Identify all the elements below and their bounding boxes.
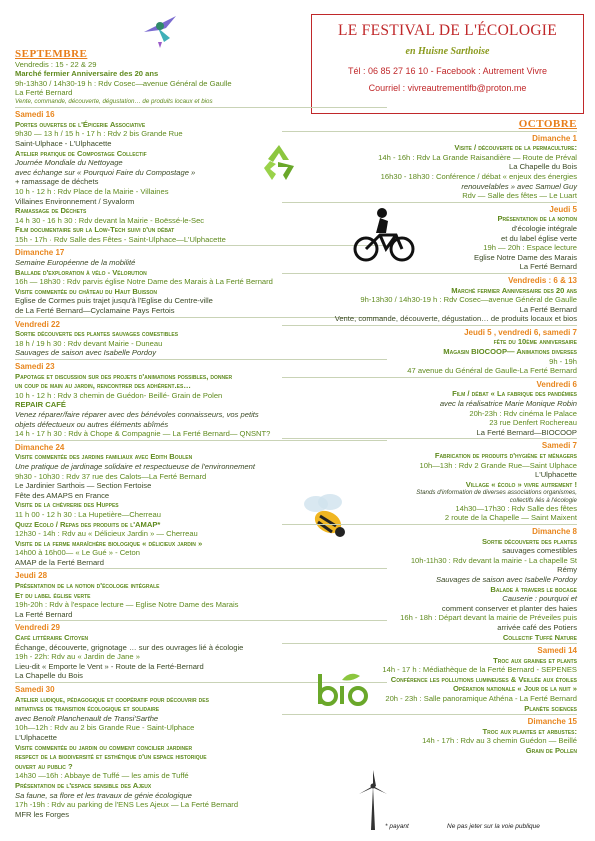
event-line: 10h—12h : Rdv au 2 bis Grande Rue - Saint-Ulphace <box>15 723 195 733</box>
event-line: 16h - 18h : Départ devant la mairie de Préveiles puis <box>400 613 577 623</box>
day-heading: Samedi 7 <box>541 441 577 451</box>
event-line: 14h - 16h : Rdv La Grande Raisandière — Route de Préval <box>378 152 577 162</box>
event-line: Ballade d'exploration à vélo - Vélorution <box>15 267 147 277</box>
event-line: Café littéraire Citoyen <box>15 633 89 643</box>
event-line: 14h30—17h30 : Rdv Salle des fêtes <box>455 503 577 513</box>
event-line: Film / débat « La fabrique des pandémies <box>452 389 577 399</box>
hummingbird-icon <box>140 12 180 48</box>
day-divider <box>15 107 387 108</box>
event-line: 20h - 23h : Salle panoramique Athéna - La Ferté Bernard <box>385 694 577 704</box>
event-line: Sa faune, sa flore et les travaux de génie écologique <box>15 790 192 800</box>
event-line: Troc aux graines et plants <box>493 655 577 665</box>
day-divider <box>282 273 577 274</box>
event-line: Échange, découverte, grignotage … sur des ouvrages lié à écologie <box>15 642 244 652</box>
event-line: 9h - 19h <box>549 356 577 366</box>
event-line: 47 avenue du Général de Gaulle-La Ferté Bernard <box>407 366 577 376</box>
day-divider <box>282 202 577 203</box>
event-line: MFR les Forges <box>15 809 70 819</box>
event-line: Opération nationale « Jour de la nuit » <box>453 684 577 694</box>
event-line: La Chapelle du Bois <box>15 671 83 681</box>
event-line: Présentation de l'espace sensible des Ajeux <box>15 780 152 790</box>
event-line: de La Ferté Bernard—Cyclamaine Pays Fertois <box>15 306 175 316</box>
day-heading: Dimanche 15 <box>527 717 577 727</box>
event-line: Portes ouvertes de l'Épicerie Associative <box>15 119 146 129</box>
event-line: 19h-20h : Rdv à l'espace lecture — Eglise Notre Dame des Marais <box>15 600 239 610</box>
email-line: Courriel : vivreautrementlfb@proton.me <box>368 83 527 93</box>
event-line: Journée Mondiale du Nettoyage <box>15 158 123 168</box>
event-line: 19h - 22h: Rdv au « Jardin de Jane » <box>15 652 140 662</box>
event-line: Atelier ludique, pédagogique et coopératif pour découvrir des <box>15 694 209 704</box>
event-line: Saint-Ulphace - L'Ulphacette <box>15 138 112 148</box>
event-line: Causerie : pourquoi et <box>502 594 577 604</box>
event-line: avec Benoît Planchenault de Transi'Sarthe <box>15 713 159 723</box>
event-line: collectifs liés à l'écologie <box>509 496 577 504</box>
event-line: Papotage et discussion sur des projets d'animations possibles, donner <box>15 371 233 381</box>
day-divider <box>282 643 577 644</box>
event-line: initiatives de transition écologique et solidaire <box>15 704 160 714</box>
day-divider <box>282 524 577 525</box>
day-heading: Samedi 14 <box>537 646 577 656</box>
event-line: Grain de Pollen <box>525 746 577 756</box>
intro-line: Vente, commande, découverte, dégustation… de produits locaux et bios <box>15 97 213 105</box>
event-line: La Ferté Bernard <box>15 609 73 619</box>
month-september: SEPTEMBRE <box>15 48 88 60</box>
event-line: Visite commentée des jardins familiaux avec Edith Boulen <box>15 452 193 462</box>
event-line: respect de la biodiversité et esthétique d'un espace historique <box>15 752 207 762</box>
event-line: Sortie découverte des plantes sauvages comestibles <box>15 329 179 339</box>
event-line: Vente, commande, découverte, dégustation… de produits locaux et bios <box>334 314 577 324</box>
event-line: 9h-13h30 / 14h30-19 h : Rdv Cosec—avenue Général de Gaulle <box>360 295 577 305</box>
day-heading: Vendredi 29 <box>15 623 60 633</box>
festival-title: LE FESTIVAL DE L'ÉCOLOGIE <box>337 22 558 39</box>
event-line: Visite / découverte de la permaculture: <box>454 143 577 153</box>
event-line: Visite de la ferme maraîchère biologique « délicieux jardin » <box>15 538 203 548</box>
day-heading: Samedi 30 <box>15 685 55 695</box>
event-line: 14h00 à 16h00— « Le Gué » - Ceton <box>15 548 140 558</box>
event-line: Atelier pratique de Compostage Collectif <box>15 148 147 158</box>
event-line: Visite commentée du château du Haut Buisson <box>15 286 158 296</box>
event-line: 10h-11h30 : Rdv devant la mairie - La chapelle St <box>410 555 577 565</box>
event-line: arrivée café des Potiers <box>497 622 577 632</box>
event-line: Villaines Environnement / Syvalorm <box>15 196 135 206</box>
day-heading: Samedi 23 <box>15 362 55 372</box>
event-line: Le Jardinier Sarthois — Section Fertoise <box>15 481 152 491</box>
contact-line: Tél : 06 85 27 16 10 - Facebook : Autrement Vivre <box>348 66 547 76</box>
event-line: 23 rue Denfert Rochereau <box>489 418 577 428</box>
event-line: comment conserver et planter des haies <box>441 603 577 613</box>
event-line: Eglise Notre Dame des Marais <box>474 252 577 262</box>
event-line: 20h-23h : Rdv cinéma le Palace <box>469 408 577 418</box>
intro-block <box>15 60 387 106</box>
event-line: REPAIR CAFÉ <box>15 400 66 410</box>
event-line: 9h30 — 13 h / 15 h - 17 h : Rdv 2 bis Grande Rue <box>15 129 183 139</box>
day-heading: Vendredi 22 <box>15 319 60 329</box>
day-divider <box>282 438 577 439</box>
event-line: 18 h / 19 h 30 : Rdv devant Mairie - Duneau <box>15 338 163 348</box>
day-heading: Vendredi 6 <box>536 379 577 389</box>
event-line: Lieu-dit « Emporte le Vent » - Route de la Ferté-Bernard <box>15 661 204 671</box>
event-line: Présentation de la notion d'écologie intégrale <box>15 581 160 591</box>
event-line: un coup de main au jardin, rencontrer des adhérent.es… <box>15 381 191 391</box>
event-line: La Chapelle du Bois <box>509 162 577 172</box>
event-line: et du label église verte <box>501 233 577 243</box>
event-line: La Ferté Bernard—BIOCOOP <box>476 427 577 437</box>
event-line: Sauvages de saison avec Isabelle Pordoy <box>436 574 577 584</box>
event-line: avec la réalisatrice Marie Monique Robin <box>439 399 577 409</box>
no-litter-note: Ne pas jeter sur la voie publique <box>447 823 540 830</box>
event-line: 14h30 —16h : Abbaye de Tuffé — les amis de Tuffé <box>15 771 189 781</box>
event-line: Sortie découverte des plantes <box>481 536 577 546</box>
october-column <box>282 120 577 756</box>
event-line: 10 h - 12 h : Rdv Place de la Mairie - Villaines <box>15 186 169 196</box>
event-line: Film documentaire sur la Low-Tech suivi d'un débat <box>15 225 175 235</box>
event-line: 2 route de la Chapelle — Saint Maixent <box>444 513 577 523</box>
day-divider <box>282 377 577 378</box>
right-day-list <box>282 131 577 756</box>
event-line: AMAP de la Ferté Bernard <box>15 557 104 567</box>
event-line: sauvages comestibles <box>502 546 577 556</box>
day-heading: Dimanche 17 <box>15 248 65 258</box>
event-line: Balade à travers le bocage <box>490 584 577 594</box>
event-line: 14h - 17 h : Médiathèque de la Ferté Bernard - SEPENES <box>382 665 577 675</box>
event-line: La Ferté Bernard <box>519 262 577 272</box>
event-line: Conférence les pollutions lumineuses & Veillée aux étoiles <box>390 674 577 684</box>
event-line: Troc aux plantes et arbustes: <box>482 726 577 736</box>
event-line: 14 h - 17 h 30 : Rdv à Chope & Compagnie — La Ferté Bernard— QNSNT? <box>15 429 271 439</box>
day-heading: Jeudi 5 <box>549 204 577 214</box>
day-divider <box>282 714 577 715</box>
event-line: Semaine Européenne de la mobilité <box>15 258 136 268</box>
event-line: Village « écolo » vivre autrement ! <box>465 479 577 489</box>
event-line: Rdv — Salle des fêtes — Le Luart <box>462 191 577 201</box>
event-line: Visite commentée du jardin ou comment concilier jardiner <box>15 742 193 752</box>
event-line: Planète sciences <box>524 703 577 713</box>
event-line: d'écologie intégrale <box>511 223 577 233</box>
day-divider <box>282 325 577 326</box>
intro-line: 9h-13h30 / 14h30-19 h : Rdv Cosec—avenue Général de Gaulle <box>15 78 232 88</box>
event-line: Une pratique de jardinage solidaire et respectueuse de l'environnement <box>15 461 255 471</box>
event-line: 10h—13h : Rdv 2 Grande Rue—Saint Ulphace <box>419 460 577 470</box>
month-october: OCTOBRE <box>518 118 577 130</box>
event-line: Présentation de la notion <box>497 214 577 224</box>
event-line: Stands d'information de diverses associations organismes, <box>416 489 577 497</box>
event-line: 11 h 00 - 12 h 30 : La Hupetière—Cherreau <box>15 509 161 519</box>
event-line: ouvert au public ? <box>15 761 73 771</box>
day-heading: Dimanche 1 <box>532 133 577 143</box>
day-heading: Dimanche 8 <box>532 526 577 536</box>
event-line: Et du label église verte <box>15 590 91 600</box>
event-line: 15h - 17h · Rdv Salle des Fêtes - Saint-Ulphace—L'Ulphacette <box>15 234 226 244</box>
event-line: 12h30 - 14h : Rdv au « Délicieux Jardin » — Cherreau <box>15 529 198 539</box>
event-line: L'Ulphacette <box>15 732 57 742</box>
event-line: Fabrication de produits d'hygiène et ménagers <box>434 451 577 460</box>
intro-line: Vendredis : 15 - 22 & 29 <box>15 59 97 69</box>
payant-note: * payant <box>385 823 409 830</box>
day-heading: Jeudi 5 , vendredi 6, samedi 7 <box>464 327 577 337</box>
event-line: avec échange sur « Pourquoi Faire du Compostage » <box>15 167 196 177</box>
day-heading: Jeudi 28 <box>15 571 48 581</box>
event-line: Collectif Tuffé Nature <box>502 632 577 642</box>
event-line: + ramassage de déchets <box>15 177 99 187</box>
festival-subtitle: en Huisne Sarthoise <box>405 46 490 57</box>
event-line: Venez réparer/faire réparer avec des bénévoles connaisseurs, vos petits <box>15 409 259 419</box>
event-line: Marché fermier Anniversaire des 20 ans <box>451 285 577 295</box>
event-line: 10 h - 12 h : Rdv 3 chemin de Guédon- Beillé- Grain de Polen <box>15 390 223 400</box>
event-line: Visite de la chèvrerie des Huppes <box>15 500 119 510</box>
day-heading: Samedi 16 <box>15 110 55 120</box>
event-line: 14h - 17h : Rdv au 3 chemin Guédon — Beillé <box>422 736 577 746</box>
event-line: 9h30 - 10h30 : Rdv 37 rue des Calots—La Ferté Bernard <box>15 471 207 481</box>
event-line: 17h -19h : Rdv au parking de l'ENS Les Ajeux — La Ferté Bernard <box>15 800 239 810</box>
event-line: Magasin BIOCOOP— Animations diverses <box>443 347 577 357</box>
day-heading: Vendredis : 6 & 13 <box>508 275 577 285</box>
intro-line: Marché fermier Anniversaire des 20 ans <box>15 69 159 79</box>
event-line: Eglise de Cormes puis trajet jusqu'à l'Eglise du Centre-ville <box>15 296 213 306</box>
event-line: 16h — 18h30 : Rdv parvis église Notre Dame des Marais à La Ferté Bernard <box>15 277 273 287</box>
event-line: fête du 10ème anniversaire <box>493 337 577 347</box>
event-line: Quizz Ecolo / Repas des produits de l'AMAP* <box>15 519 161 529</box>
event-line: 14 h 30 - 16 h 30 : Rdv devant la Mairie - Boëssé-le-Sec <box>15 215 205 225</box>
event-line: Ramassage de Déchets <box>15 206 87 216</box>
event-line: 19h — 20h : Espace lecture <box>483 243 577 253</box>
event-line: La Ferté Bernard <box>519 304 577 314</box>
event-line: Rémy <box>557 565 577 575</box>
event-line: L'Ulphacette <box>535 470 577 480</box>
event-line: renouvelables » avec Samuel Guy <box>461 181 577 191</box>
day-heading: Dimanche 24 <box>15 442 65 452</box>
intro-line: La Ferté Bernard <box>15 88 73 98</box>
day-divider <box>282 131 577 132</box>
event-line: 16h30 - 18h30 : Conférence / débat « enjeux des énergies <box>380 171 577 181</box>
event-line: Sauvages de saison avec Isabelle Pordoy <box>15 348 156 358</box>
event-line: objets défectueux ou autres éléments abîmés <box>15 419 169 429</box>
event-line: Fête des AMAPS en France <box>15 490 110 500</box>
